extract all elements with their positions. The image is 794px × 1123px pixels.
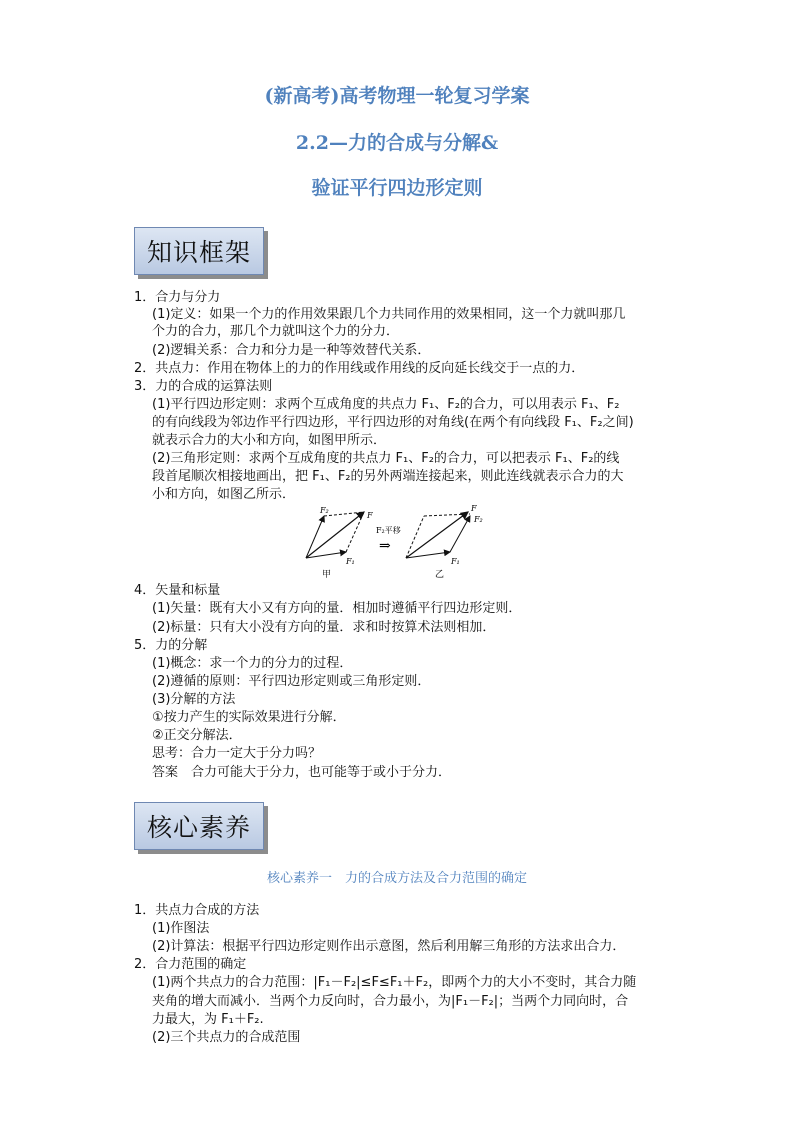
text-line: 4．矢量和标量 <box>134 583 221 598</box>
text-line: ②正交分解法． <box>152 728 242 743</box>
label-f2-left: F₂ <box>320 506 329 515</box>
doc-title-line1: (新高考)高考物理一轮复习学案 <box>264 85 530 107</box>
caption-jia: 甲 <box>322 570 332 580</box>
text-line: 2．共点力：作用在物体上的力的作用线或作用线的反向延长线交于一点的力． <box>134 361 585 376</box>
text-line: 夹角的增大而减小．当两个力反向时，合力最小，为|F₁－F₂|；当两个力同向时，合 <box>152 994 629 1009</box>
text-line: 小和方向，如图乙所示． <box>152 487 296 502</box>
translate-arrow-icon: ⇒ <box>379 538 391 554</box>
section-badge-knowledge-frame: 知识框架 <box>134 227 264 275</box>
text-line: (2)逻辑关系：合力和分力是一种等效替代关系． <box>152 343 431 358</box>
text-line: 2．合力范围的确定 <box>134 957 247 972</box>
text-line: 的有向线段为邻边作平行四边形，平行四边形的对角线(在两个有向线段 F₁、F₂之间) <box>152 415 634 430</box>
text-line: 5．力的分解 <box>134 638 208 653</box>
text-line: 1．共点力合成的方法 <box>134 903 260 918</box>
caption-yi: 乙 <box>435 570 445 580</box>
section-badge-core-literacy: 核心素养 <box>134 802 264 850</box>
vector-f-right <box>406 512 468 558</box>
text-line: (2)标量：只有大小没有方向的量．求和时按算术法则相加． <box>152 620 496 635</box>
text-line: (1)平行四边形定则：求两个互成角度的共点力 F₁、F₂的合力，可以用表示 F₁、F₂ <box>152 397 620 412</box>
figure-jia <box>306 506 373 580</box>
text-line: (1)概念：求一个力的分力的过程． <box>152 656 353 671</box>
text-line: (2)三个共点力的合成范围 <box>152 1030 301 1045</box>
label-f1-left: F₁ <box>346 557 355 566</box>
vector-f2-left <box>306 516 324 558</box>
text-line: 就表示合力的大小和方向，如图甲所示． <box>152 433 387 448</box>
text-line: (2)三角形定则：求两个互成角度的共点力 F₁、F₂的合力，可以把表示 F₁、F₂的线 <box>152 451 620 466</box>
label-f-right: F <box>471 504 477 513</box>
doc-title-line3: 验证平行四边形定则 <box>311 177 483 199</box>
dashed-side-top-left <box>324 512 364 516</box>
text-line: (1)两个共点力的合力范围：|F₁－F₂|≤F≤F₁＋F₂，即两个力的大小不变时，其合力随 <box>152 975 637 990</box>
text-line: 个力的合力，那几个力就叫这个力的分力． <box>152 324 400 339</box>
label-f2-right: F₂ <box>474 515 483 524</box>
label-f-left: F <box>367 511 373 520</box>
text-line: 答案 合力可能大于分力，也可能等于或小于分力． <box>152 765 452 780</box>
doc-title-line2: 2.2—力的合成与分解& <box>295 132 499 154</box>
text-line: 力最大，为 F₁＋F₂. <box>152 1012 264 1027</box>
text-line: 3．力的合成的运算法则 <box>134 379 273 394</box>
text-line: (1)定义：如果一个力的作用效果跟几个力共同作用的效果相同，这一个力就叫那几 <box>152 307 626 322</box>
text-line: 段首尾顺次相接地画出，把 F₁、F₂的另外两端连接起来，则此连线就表示合力的大 <box>152 469 624 484</box>
figure-yi <box>406 504 483 580</box>
label-f1-right: F₁ <box>451 557 460 566</box>
text-line: ①按力产生的实际效果进行分解． <box>152 710 346 725</box>
translate-label: F₂平移 <box>376 526 401 535</box>
text-line: (3)分解的方法 <box>152 692 236 707</box>
vector-f-left <box>306 512 364 558</box>
text-line: (2)遵循的原则：平行四边形定则或三角形定则． <box>152 674 431 689</box>
text-line: (1)作图法 <box>152 921 210 936</box>
vector-f2-right <box>450 516 470 552</box>
text-line: (1)矢量：既有大小又有方向的量．相加时遵循平行四边形定则． <box>152 601 522 616</box>
text-line: 1．合力与分力 <box>134 290 221 305</box>
section-subtitle: 核心素养一 力的合成方法及合力范围的确定 <box>266 871 527 886</box>
dashed-side-right-left <box>346 512 364 552</box>
text-line: 思考：合力一定大于分力吗？ <box>152 746 322 761</box>
text-line: (2)计算法：根据平行四边形定则作出示意图，然后利用解三角形的方法求出合力． <box>152 939 626 954</box>
force-parallelogram-figure <box>298 500 508 580</box>
